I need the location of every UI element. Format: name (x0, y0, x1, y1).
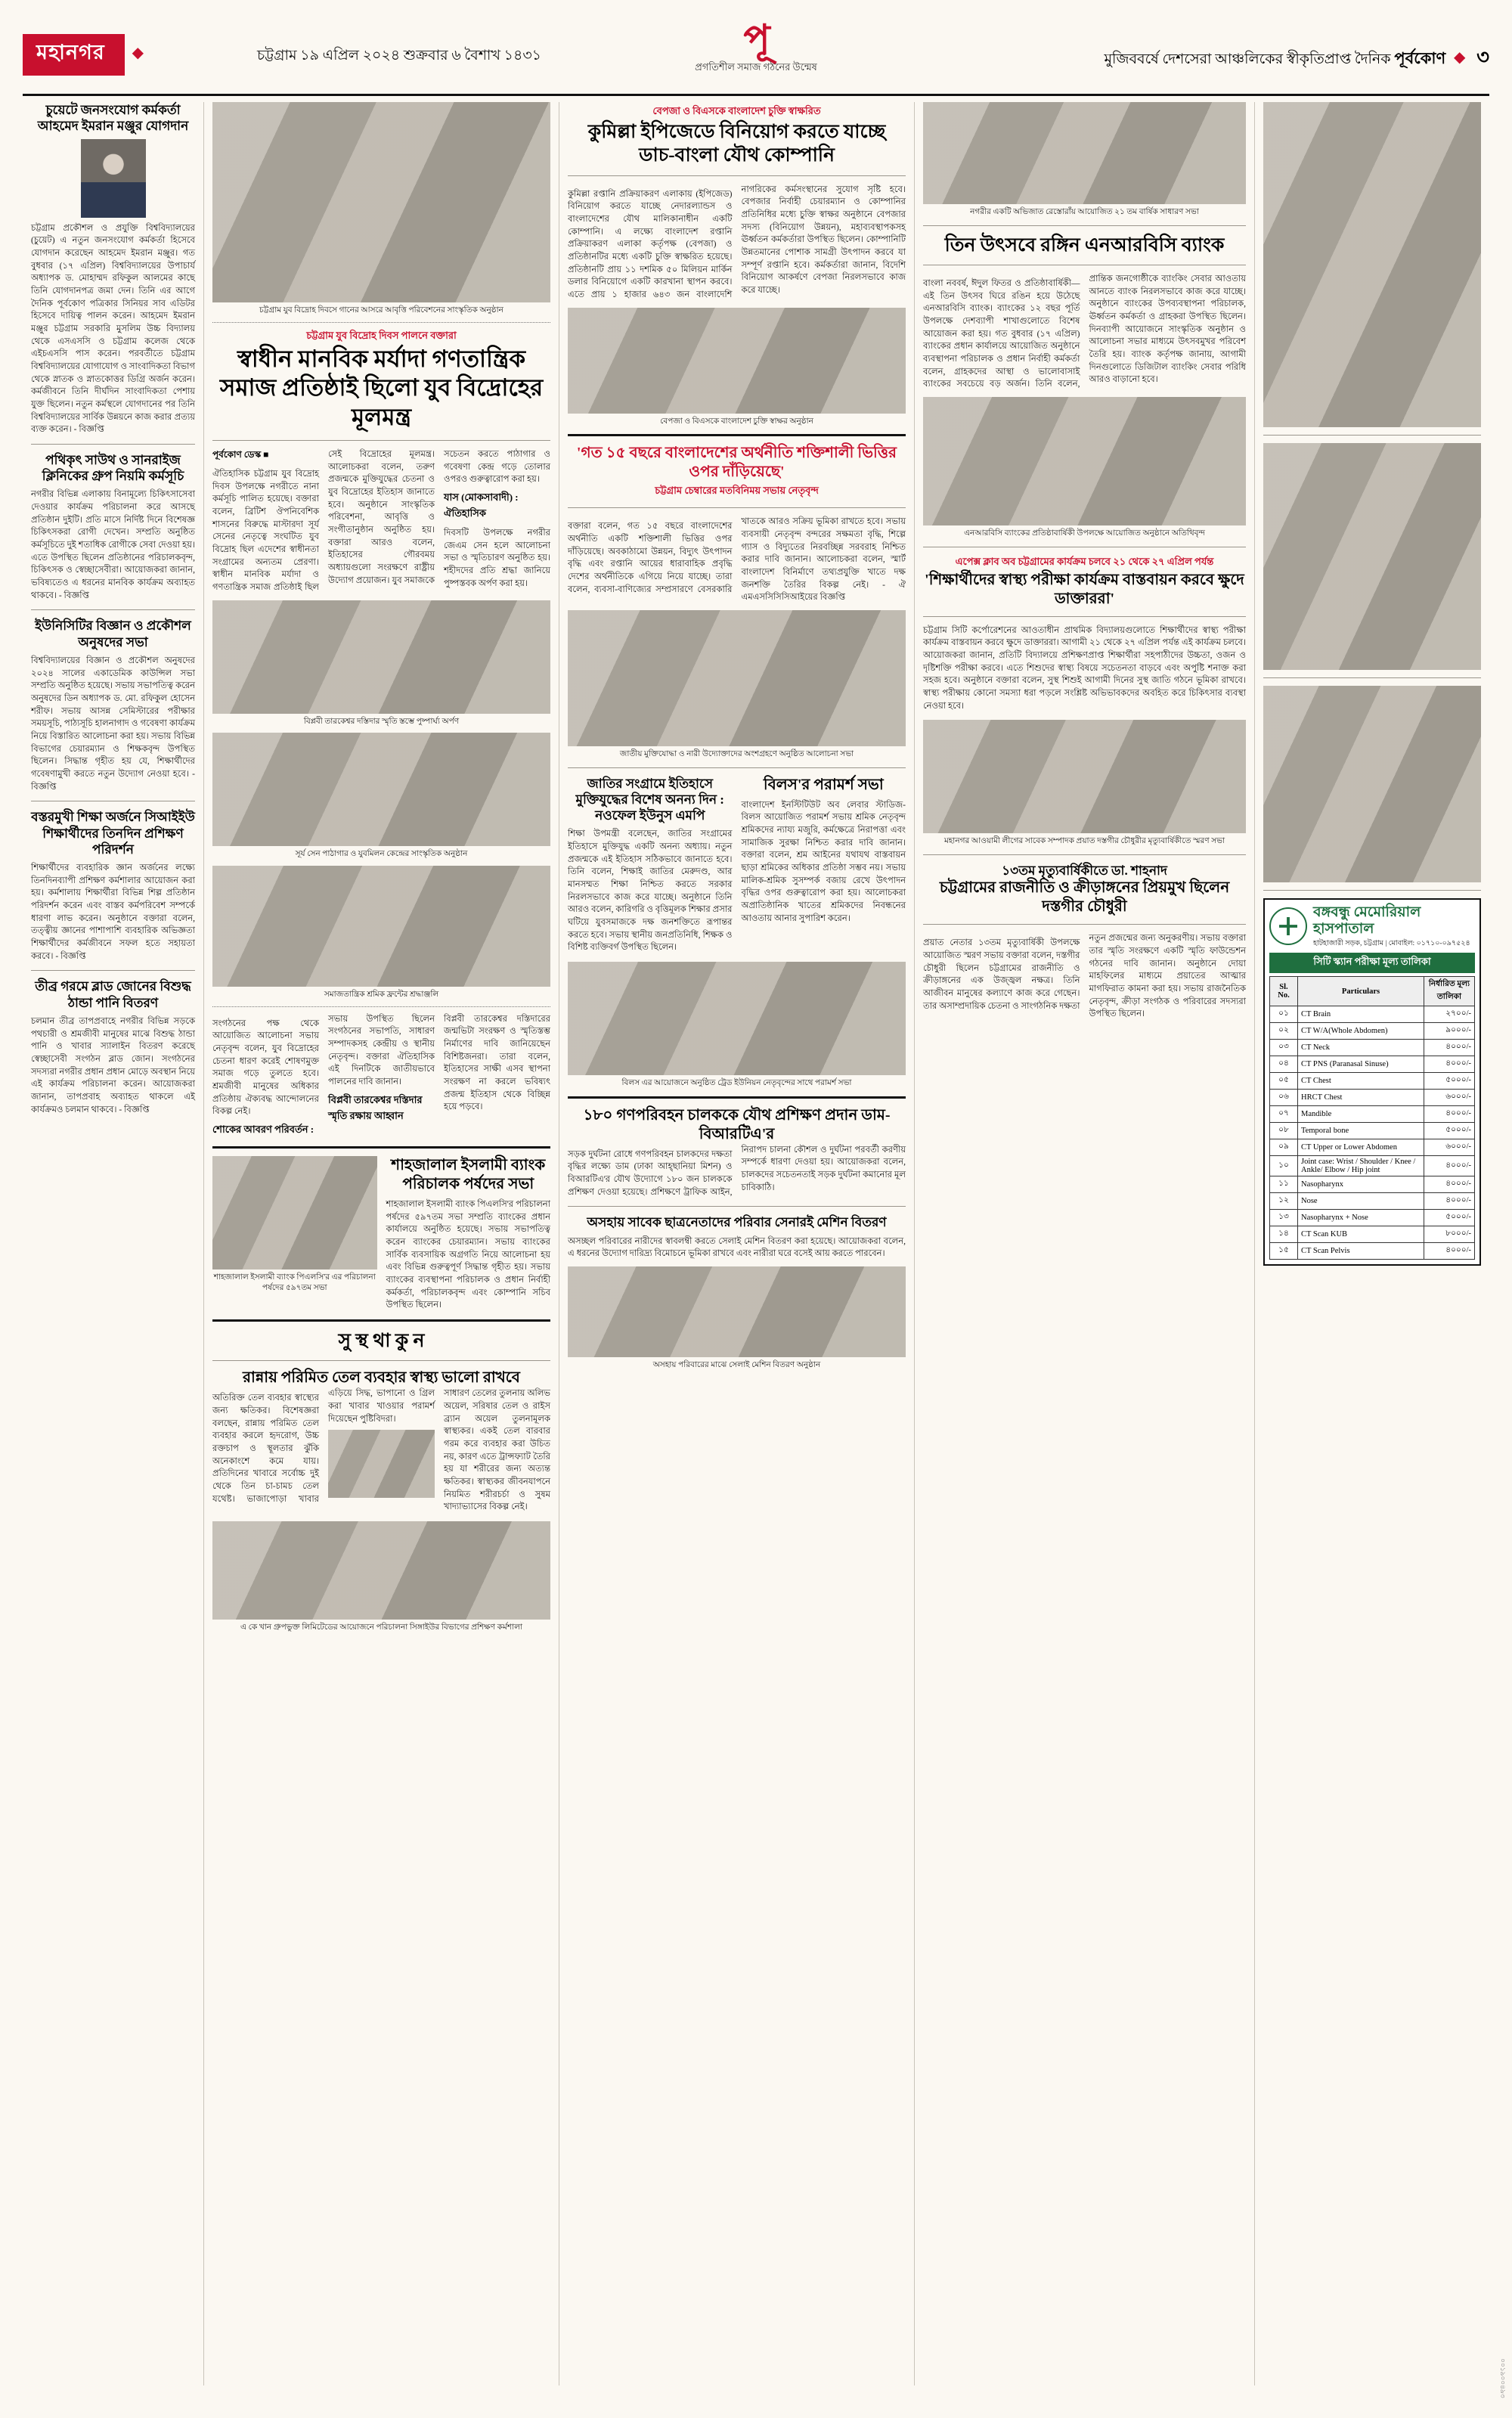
row-price: ৫০০০/- (1424, 1123, 1475, 1139)
photo-caption: জাতীয় মুক্তিযোদ্ধা ও নারী উদ্যোক্তাদের অংশগ্রহণে অনুষ্ঠিত আলোচনা সভা (619, 749, 854, 758)
row-sl: ০৯ (1270, 1139, 1298, 1156)
row-price: ৪০০০/- (1424, 1056, 1475, 1073)
row-price: ৬০০০/- (1424, 1139, 1475, 1156)
headline: 'গত ১৫ বছরে বাংলাদেশের অর্থনীতি শক্তিশালী ভিত্তির ওপর দাঁড়িয়েছে' (576, 445, 897, 481)
photo-bank-board (212, 1156, 377, 1269)
row-particular: Nose (1298, 1193, 1424, 1210)
divider (1263, 677, 1481, 678)
article-body: চট্টগ্রাম সিটি কর্পোরেশনের আওতাধীন প্রাথমিক বিদ্যালয়গুলোতে শিক্ষার্থীদের স্বাস্থ্য পরীক্ষা কার্যক্রম বাস্তবায়ন করবে ক্ষুদে ডাক্তাররা। আগামী ২১ থেকে ২৭ এপ্রিল পর্যন্ত এই কার্যক্রম চলবে। আয়োজকরা জানান, প্রতিটি বিদ্যালয়ে প্রশিক্ষণপ্রাপ্ত শিক্ষার্থীরা সহপাঠীদের উচ্চতা, ওজন ও দৃষ্টিশক্তি পরীক্ষা করবে। এতে শিশুদের স্বাস্থ্য বিষয়ে সচেতনতা বাড়বে এবং অপুষ্টি শনাক্ত করা সহজ হবে। অনুষ্ঠানে বক্তারা বলেন, সুস্থ শিশুই আগামী দিনের সুস্থ জাতি গঠনে ভূমিকা রাখবে। স্বাস্থ্য পরীক্ষায় কোনো সমস্যা ধরা পড়লে সংশ্লিষ্ট অভিভাবকদের অবহিত করে চিকিৎসার ব্যবস্থা নেওয়া হবে। (923, 625, 1246, 711)
row-price: ৬০০০/- (1424, 1090, 1475, 1106)
row-sl: ১১ (1270, 1176, 1298, 1193)
article-body: ঐতিহাসিক চট্টগ্রাম যুব বিদ্রোহ দিবস উপলক্ষে নগরীতে নানা কর্মসূচি পালিত হয়েছে। বক্তারা বলেন, ব্রিটিশ ঔপনিবেশিক শাসনের বিরুদ্ধে মাস্টারদা সূর্য সেনের নেতৃত্বে সংঘটিত যুব বিদ্রোহ ছিল এদেশের স্বাধীনতা সংগ্রামের অন্যতম প্রেরণা। স্বাধীন মানবিক মর্যাদা ও গণতান্ত্রিক সমাজ প্রতিষ্ঠাই ছিল সেই বিদ্রোহের মূলমন্ত্র। আলোচকরা বলেন, তরুণ প্রজন্মকে মুক্তিযুদ্ধের চেতনা ও যুব বিদ্রোহের ইতিহাস জানাতে হবে। অনুষ্ঠানে সাংস্কৃতিক পরিবেশনা, আবৃত্তি ও সংগীতানুষ্ঠান অনুষ্ঠিত হয়। বক্তারা আরও বলেন, ইতিহাসের গৌরবময় অধ্যায়গুলো সংরক্ষণে রাষ্ট্রীয় উদ্যোগ প্রয়োজন। যুব সমাজকে সচেতন করতে পাঠাগার ও গবেষণা কেন্দ্র গড়ে তোলার ওপরও গুরুত্বারোপ করা হয়। (212, 449, 550, 592)
article-body: বক্তারা বলেন, গত ১৫ বছরে বাংলাদেশের অর্থনীতি একটি শক্তিশালী ভিত্তির ওপর দাঁড়িয়েছে। অবকাঠামো উন্নয়ন, বিদ্যুৎ উৎপাদন বৃদ্ধি এবং রপ্তানি আয়ের ধারাবাহিক প্রবৃদ্ধি দেশের অর্থনীতিকে এগিয়ে নিয়ে যাচ্ছে। তারা বলেন, ব্যবসা-বাণিজ্যের সম্প্রসারণে বেসরকারি খাতকে আরও সক্রিয় ভূমিকা রাখতে হবে। সভায় ব্যবসায়ী নেতৃবৃন্দ বন্দরের সক্ষমতা বৃদ্ধি, শিল্পে গ্যাস ও বিদ্যুতের নিরবচ্ছিন্ন সরবরাহ নিশ্চিত করার দাবি জানান। আলোচকরা বলেন, স্মার্ট বাংলাদেশ বিনির্মাণে তথ্যপ্রযুক্তি খাতে দক্ষ জনশক্তি তৈরির বিকল্প নেই। - ঐ এমএসসিসিসিআইয়ের বিজ্ঞপ্তি (568, 517, 906, 603)
divider (923, 854, 1246, 855)
health-headline: রান্নায় পরিমিত তেল ব্যবহার স্বাস্থ্য ভালো রাখবে (243, 1369, 520, 1387)
article-body: কুমিল্লা রপ্তানি প্রক্রিয়াকরণ এলাকায় (ইপিজেড) বিনিয়োগ করতে যাচ্ছে নেদারল্যান্ডস ও বাংলাদেশের যৌথ মালিকানাধীন একটি কোম্পানি। এ লক্ষ্যে বাংলাদেশ রপ্তানি প্রক্রিয়াকরণ এলাকা কর্তৃপক্ষ (বেপজা) ও প্রতিষ্ঠানটির মধ্যে একটি চুক্তি স্বাক্ষরিত হয়েছে। প্রতিষ্ঠানটি প্রায় ১১ দশমিক ৫০ মিলিয়ন মার্কিন ডলার বিনিয়োগে একটি কারখানা স্থাপন করবে। এতে প্রায় ১ হাজার ৬৪৩ জন বাংলাদেশি নাগরিকের কর্মসংস্থানের সুযোগ সৃষ্টি হবে। বেপজার নির্বাহী চেয়ারম্যান ও কোম্পানির প্রতিনিধির মধ্যে চুক্তি স্বাক্ষর অনুষ্ঠানে বেপজার সদস্য (বিনিয়োগ উন্নয়ন), মহাব্যবস্থাপকসহ ঊর্ধ্বতন কর্মকর্তারা উপস্থিত ছিলেন। কোম্পানিটি উন্নতমানের পোশাক সামগ্রী উৎপাদন করবে যা সম্পূর্ণ রপ্তানি হবে। কর্মকর্তারা জানান, বিদেশি বিনিয়োগ আকর্ষণে বেপজা নিরলসভাবে কাজ করে যাচ্ছে। (568, 184, 906, 299)
photo-caption: অসহায় পরিবারের মাঝে সেলাই মেশিন বিতরণ অনুষ্ঠান (652, 1360, 821, 1369)
economy-body (568, 516, 906, 604)
divider (568, 767, 906, 768)
memorial-body (923, 932, 1246, 1021)
photo-training-workshop (212, 1521, 550, 1620)
headline-kicker: ১৩তম মৃত্যুবার্ষিকীতে ডা. শাহনাদ (1002, 863, 1167, 878)
portrait-photo (81, 139, 146, 218)
masthead-left (23, 34, 249, 76)
row-price: ৪০০০/- (1424, 1156, 1475, 1176)
logo-subtitle: প্রগতিশীল সমাজ গঠনের উন্মেষ (695, 61, 817, 73)
table-row (1270, 1090, 1475, 1106)
table-row (1270, 1056, 1475, 1073)
headline: পথিকৃৎ সাউথ ও সানরাইজ ক্লিনিকের গ্রুপ নিয়মি কর্মসূচি (42, 452, 184, 484)
row-particular: Joint case: Wrist / Shoulder / Knee / Ankle/ Elbow / Hip joint (1298, 1156, 1424, 1176)
photo-caption: এ কে খান গ্রুপভুক্ত লিমিটেডের আয়োজনে পরিচালনা সিঙ্গাইউর বিভাগের প্রশিক্ষণ কর্মশালা (240, 1623, 522, 1632)
photo-group-portrait (1263, 443, 1481, 670)
health-body: অতিরিক্ত তেল ব্যবহার স্বাস্থ্যের জন্য ক্ষতিকর। বিশেষজ্ঞরা বলছেন, রান্নায় পরিমিত তেল ব্যবহার করলে হৃদরোগ, উচ্চ রক্তচাপ ও স্থূলতার ঝুঁকি অনেকাংশে কমে যায়। প্রতিদিনের খাবারে সর্বোচ্চ দুই থেকে তিন চা-চামচ তেল যথেষ্ট। ভাজাপোড়া খাবার এড়িয়ে সিদ্ধ, ভাপানো ও গ্রিল করা খাবার খাওয়ার পরামর্শ দিয়েছেন পুষ্টিবিদরা। (212, 1389, 435, 1504)
headline: জাতির সংগ্রামে ইতিহাসে মুক্তিযুদ্ধের বিশেষ অনন্য দিন : নওফেল ইউনুস এমপি (575, 776, 724, 823)
masthead (23, 20, 1489, 96)
health-body-2: সাধারণ তেলের তুলনায় অলিভ অয়েল, সরিষার তেল ও রাইস ব্র্যান অয়েল তুলনামূলক স্বাস্থ্যকর। একই তেল বারবার গরম করে ব্যবহার করা উচিত নয়, কারণ এতে ট্রান্সফ্যাট তৈরি হয় যা শরীরের জন্য অত্যন্ত ক্ষতিকর। স্বাস্থ্যকর জীবনযাপনে নিয়মিত শরীরচর্চা ও সুষম খাদ্যাভ্যাসের বিকল্প নেই। (444, 1389, 550, 1512)
column-4 (915, 102, 1255, 2385)
table-row (1270, 1040, 1475, 1056)
nrbc-body (923, 273, 1246, 391)
row-price: ৪০০০/- (1424, 1106, 1475, 1123)
health-text (212, 1387, 550, 1514)
table-row (1270, 1193, 1475, 1210)
photo-women-entrepreneurs (568, 610, 906, 746)
article-ciu (31, 809, 195, 963)
divider (568, 1096, 906, 1099)
row-sl: ০৫ (1270, 1073, 1298, 1090)
headline: কুমিল্লা ইপিজেডে বিনিয়োগ করতে যাচ্ছে ডাচ-বাংলা যৌথ কোম্পানি (587, 122, 886, 166)
article-unicity (31, 618, 195, 793)
headline: অসহায় সাবেক ছাত্রনেতাদের পরিবার সেনারই মেশিন বিতরণ (587, 1215, 887, 1230)
table-row (1270, 1210, 1475, 1226)
row-sl: ০৬ (1270, 1090, 1298, 1106)
row-particular: CT Neck (1298, 1040, 1424, 1056)
subhead-1: যাস (মোকসাবাদী) : ঐতিহাসিক (444, 491, 519, 519)
lead-story-text (212, 448, 550, 594)
hospital-header (1269, 904, 1475, 948)
secondary-text (212, 1013, 550, 1139)
headline: চুয়েটে জনসংযোগ কর্মকর্তা আহমেদ ইমরান মঞ্জুর যোগদান (37, 103, 189, 134)
article-body: শিক্ষা উপমন্ত্রী বলেছেন, জাতির সংগ্রামের ইতিহাসে মুক্তিযুদ্ধ একটি অনন্য অধ্যায়। নতুন প্রজন্মকে এই ইতিহাস সঠিকভাবে জানাতে হবে। তিনি বলেন, শিক্ষাই জাতির মেরুদণ্ড, আর মানসম্মত শিক্ষা নিশ্চিত করতে সরকার নিরলসভাবে কাজ করে যাচ্ছে। অনুষ্ঠানে তিনি আরও বলেন, কারিগরি ও বৃত্তিমূলক শিক্ষার প্রসার ঘটিয়ে যুবসমাজকে দক্ষ জনশক্তিতে রূপান্তর করতে হবে। সভায় স্থানীয় জনপ্রতিনিধি, শিক্ষক ও বিশিষ্ট ব্যক্তিবর্গ উপস্থিত ছিলেন। (568, 829, 733, 953)
photo-caption: সূর্য সেন পাঠাগার ও যুবমিলন কেন্দ্রের সাংস্কৃতিক অনুষ্ঠান (295, 850, 468, 859)
row-price: ৮০০০/- (1424, 1226, 1475, 1243)
col-sl: Sl. No. (1270, 977, 1298, 1006)
divider (212, 1319, 550, 1322)
kicker: বেপজা ও বিএসকে বাংলাদেশ চুক্তি স্বাক্ষরিত (652, 105, 821, 116)
photo-caption: বিপ্লবী তারকেশ্বর দস্তিদার স্মৃতি স্তম্ভে পুষ্পার্ঘ্য অর্পণ (303, 717, 460, 726)
row-sl: ০৭ (1270, 1106, 1298, 1123)
article-body: শাহজালাল ইসলামী ব্যাংক পিএলসি'র পরিচালনা পর্ষদের ৫৯৭তম সভা সম্প্রতি ব্যাংকের প্রধান কার্যালয়ে অনুষ্ঠিত হয়েছে। সভায় সভাপতিত্ব করেন ব্যাংকের চেয়ারম্যান। সভায় ব্যাংকের সার্বিক ব্যবসায়িক অগ্রগতি নিয়ে আলোচনা হয় এবং বিভিন্ন গুরুত্বপূর্ণ সিদ্ধান্ত গৃহীত হয়। সভায় ব্যাংকের ব্যবস্থাপনা পরিচালক ও প্রধান নির্বাহী কর্মকর্তা, পরিচালকবৃন্দ এবং কোম্পানি সচিব উপস্থিত ছিলেন। (386, 1199, 550, 1310)
divider (212, 1006, 550, 1007)
photo-monk-gathering (1263, 102, 1481, 427)
health-section-title: সু স্থ থা কু ন (338, 1330, 425, 1351)
row-particular: CT Brain (1298, 1006, 1424, 1023)
row-sl: ০৮ (1270, 1123, 1298, 1139)
table-row (1270, 1156, 1475, 1176)
divider (568, 507, 906, 508)
row-particular: CT Upper or Lower Abdomen (1298, 1139, 1424, 1156)
photo-agm (923, 102, 1246, 204)
headline: তিন উৎসবে রঙ্গিন এনআরবিসি ব্যাংক (944, 234, 1225, 256)
hospital-ad (1263, 898, 1481, 1266)
col-price: নির্ধারিত মূল্য তালিকা (1424, 977, 1475, 1006)
column-grid (23, 102, 1507, 2398)
logo-glyph: পূ (743, 18, 769, 61)
row-price: ৪০০০/- (1424, 1176, 1475, 1193)
divider (568, 175, 906, 176)
row-price: ৯০০০/- (1424, 1023, 1475, 1040)
headline: ১৮০ গণপরিবহন চালককে যৌথ প্রশিক্ষণ প্রদান ডাম-বিআরটিএ'র (583, 1106, 891, 1142)
photo-memorial (212, 600, 550, 714)
article-body: বাংলাদেশ ইনস্টিটিউট অব লেবার স্টাডিজ-বিলস আয়োজিত পরামর্শ সভায় শ্রমিক নেতৃবৃন্দ শ্রমিকদের ন্যায্য মজুরি, কর্মক্ষেত্রে নিরাপত্তা এবং সামাজিক সুরক্ষা নিশ্চিত করার দাবি জানান। বক্তারা বলেন, শ্রম আইনের যথাযথ বাস্তবায়ন ছাড়া শ্রমিকের অধিকার প্রতিষ্ঠা সম্ভব নয়। সভায় মালিক-শ্রমিক সুসম্পর্ক বজায় রেখে উৎপাদন বৃদ্ধির ওপর গুরুত্বারোপ করা হয়। আলোচকরা অপ্রাতিষ্ঠানিক খাতের শ্রমিকদের নিবন্ধনের আওতায় আনার সুপারিশ করেন। (741, 800, 906, 923)
divider (923, 924, 1246, 925)
row-sl: ১৪ (1270, 1226, 1298, 1243)
main-headline: স্বাধীন মানবিক মর্যাদা গণতান্ত্রিক সমাজ প্রতিষ্ঠাই ছিলো যুব বিদ্রোহের মূলমন্ত্র (219, 345, 544, 431)
column-2 (204, 102, 559, 2385)
photo-sewing-machines (568, 1266, 906, 1357)
divider (212, 322, 550, 323)
row-sl: ১৫ (1270, 1243, 1298, 1260)
row-sl: ১৩ (1270, 1210, 1298, 1226)
kicker: চট্টগ্রাম চেম্বারের মতবিনিময় সভায় নেতৃবৃন্দ (655, 485, 819, 497)
hospital-name: বঙ্গবন্ধু মেমোরিয়াল হাসপাতাল (1313, 904, 1421, 937)
hospital-logo-icon (1269, 907, 1307, 945)
article-body: নগরীর বিভিন্ন এলাকায় বিনামূল্যে চিকিৎসাসেবা দেওয়ার কার্যক্রম পরিচালনা করে আসছে প্রতিষ্ঠান দুইটি। প্রতি মাসে নির্দিষ্ট দিনে বিশেষজ্ঞ চিকিৎসকরা রোগী দেখেন। সম্প্রতি অনুষ্ঠিত কর্মসূচিতে দুই শতাধিক রোগীকে সেবা দেওয়া হয়। এতে উপস্থিত ছিলেন প্রতিষ্ঠানের পরিচালকবৃন্দ, চিকিৎসক ও স্বেচ্ছাসেবীরা। আয়োজকরা জানান, ভবিষ্যতেও এ ধরনের মানবিক কার্যক্রম অব্যাহত থাকবে। - বিজ্ঞপ্তি (31, 490, 195, 600)
divider (1263, 435, 1481, 436)
headline: শাহজালাল ইসলামী ব্যাংক পরিচালক পর্ষদের সভা (391, 1156, 546, 1192)
row-particular: Nasopharynx (1298, 1176, 1424, 1193)
hospital-address: হাটহাজারী সড়ক, চট্টগ্রাম | মোবাইল: ০১৭১০-০৯৭৫২৪ (1313, 939, 1470, 947)
table-row (1270, 1123, 1475, 1139)
photo-workers-front (212, 866, 550, 987)
row-particular: CT W/A(Whole Abdomen) (1298, 1023, 1424, 1040)
article-chuet (31, 102, 195, 436)
row-particular: CT PNS (Paranasal Sinuse) (1298, 1056, 1424, 1073)
photo-dance (212, 733, 550, 846)
column-3 (559, 102, 915, 2385)
kicker: এপেক্স ক্লাব অব চট্টগ্রামের কার্যক্রম চলবে ২১ থেকে ২৭ এপ্রিল পর্যন্ত (955, 555, 1214, 567)
row-price: ৫০০০/- (1424, 1073, 1475, 1090)
headline: 'শিক্ষার্থীদের স্বাস্থ্য পরীক্ষা কার্যক্রম বাস্তবায়ন করবে ক্ষুদে ডাক্তাররা' (925, 571, 1244, 607)
row-sl: ১০ (1270, 1156, 1298, 1176)
table-row (1270, 1073, 1475, 1090)
row-particular: HRCT Chest (1298, 1090, 1424, 1106)
row-sl: ০২ (1270, 1023, 1298, 1040)
row-price: ৪০০০/- (1424, 1040, 1475, 1056)
row-sl: ০৩ (1270, 1040, 1298, 1056)
row-sl: ১২ (1270, 1193, 1298, 1210)
divider (923, 616, 1246, 617)
headline: বিলস'র পরামর্শ সভা (763, 776, 884, 793)
article-body: প্রয়াত নেতার ১৩তম মৃত্যুবার্ষিকী উপলক্ষে আয়োজিত স্মরণ সভায় বক্তারা বলেন, দস্তগীর চৌধুরী ছিলেন চট্টগ্রামের রাজনীতি ও ক্রীড়াঙ্গনের এক উজ্জ্বল নক্ষত্র। তিনি আজীবন মানুষের কল্যাণে কাজ করে গেছেন। তার অসাম্প্রদায়িক চেতনা ও সাংগঠনিক দক্ষতা নতুন প্রজন্মের জন্য অনুকরণীয়। সভায় বক্তারা তার স্মৃতি সংরক্ষণে একটি স্মৃতি ফাউন্ডেশন গঠনের দাবি জানান। অনুষ্ঠানে দোয়া মাহফিলের মাধ্যমে প্রয়াতের আত্মার মাগফিরাত কামনা করা হয়। সভায় রাজনৈতিক নেতৃবৃন্দ, ক্রীড়া সংগঠক ও পরিবারের সদস্যরা উপস্থিত ছিলেন। (923, 934, 1246, 1019)
diamond-icon-2: ◆ (1453, 49, 1466, 66)
photo-caption: শাহজালাল ইসলামী ব্যাংক পিএলসি'র এর পরিচালনা পর্ষদের ৫৯৭তম সভা (213, 1273, 376, 1292)
divider (568, 1206, 906, 1207)
divider (1263, 890, 1481, 891)
table-row (1270, 1106, 1475, 1123)
divider (31, 609, 195, 610)
photo-cooking-oil (328, 1430, 435, 1498)
row-particular: CT Chest (1298, 1073, 1424, 1090)
date-line: চট্টগ্রাম ১৯ এপ্রিল ২০২৪ শুক্রবার ৬ বৈশাখ ১৪৩১ (257, 48, 542, 64)
table-row (1270, 1139, 1475, 1156)
subhead-2: শোকের আবরণ পরিবর্তন : (212, 1123, 314, 1135)
row-price: ৪০০০/- (1424, 1243, 1475, 1260)
col-particulars: Particulars (1298, 977, 1424, 1006)
headline: চট্টগ্রামের রাজনীতি ও ক্রীড়াঙ্গনের প্রিয়মুখ ছিলেন দস্তগীর চৌধুরী (939, 879, 1230, 916)
brta-body (568, 1144, 906, 1199)
table-row (1270, 1176, 1475, 1193)
column-1 (23, 102, 204, 2385)
divider (923, 225, 1246, 226)
price-list-title: সিটি স্ক্যান পরীক্ষা মূল্য তালিকা (1269, 953, 1475, 973)
row-particular: Temporal bone (1298, 1123, 1424, 1139)
table-row (1270, 1243, 1475, 1260)
column-5 (1255, 102, 1507, 2398)
tagline-brand: পূর্বকোণ (1394, 49, 1446, 67)
subhead-3: বিপ্লবী তারকেশ্বর দস্তিদার স্মৃতি রক্ষায় আহ্বান (328, 1093, 423, 1121)
paper-logo (643, 18, 869, 76)
article-pothikrit (31, 452, 195, 603)
headline: বস্তরমুখী শিক্ষা অর্জনে সিআইইউ শিক্ষার্থীদের তিনদিন প্রশিক্ষণ পরিদর্শন (31, 810, 195, 857)
row-particular: CT Scan KUB (1298, 1226, 1424, 1243)
subhead-2-body: সভায় উপস্থিত ছিলেন সংগঠনের সভাপতি, সাধারণ সম্পাদকসহ কেন্দ্রীয় ও স্থানীয় নেতৃবৃন্দ। বক্তারা ঐতিহাসিক এই দিনটিকে জাতীয়ভাবে পালনের দাবি জানান। (328, 1014, 435, 1087)
article-body: চট্টগ্রাম প্রকৌশল ও প্রযুক্তি বিশ্ববিদ্যালয়ের (চুয়েট) এ নতুন জনসংযোগ কর্মকর্তা হিসেবে যোগদান করেছেন আহমেদ ইমরান মঞ্জুর। গত বুধবার (১৭ এপ্রিল) বিশ্ববিদ্যালয়ের উপাচার্য অধ্যাপক ড. মোহাম্মদ রফিকুল আলমের কাছে তিনি যোগদানপত্র জমা দেন। তিনি এর আগে দৈনিক পূর্বকোণ পত্রিকার সিনিয়র সাব এডিটর হিসেবে দায়িত্ব পালন করেন। আহমেদ ইমরান মঞ্জুর চট্টগ্রাম সরকারি মুসলিম উচ্চ বিদ্যালয় থেকে এসএসসি ও চট্টগ্রাম কলেজ থেকে এইচএসসি পাস করেন। পরবর্তীতে চট্টগ্রাম বিশ্ববিদ্যালয়ের যোগাযোগ ও সাংবাদিকতা বিভাগ থেকে স্নাতক ও স্নাতকোত্তর ডিগ্রি অর্জন করেন। কর্মজীবনে তিনি দীর্ঘদিন সাংবাদিকতা পেশায় যুক্ত ছিলেন। নতুন কর্মস্থলে যোগদানের পর তিনি বিশ্ববিদ্যালয়ের সার্বিক উন্নয়নে কাজ করার প্রত্যয় ব্যক্ত করেন। - বিজ্ঞপ্তি (31, 223, 195, 435)
photo-caption: নগরীর একটি অভিজাত রেস্তোরাঁয় আয়োজিত ২১ তম বার্ষিক সাধারণ সভা (970, 208, 1199, 216)
photo-caption: চট্টগ্রাম যুব বিদ্রোহ দিবসে গানের আসরে আবৃত্তি পরিবেশনের সাংস্কৃতিক অনুষ্ঠান (259, 306, 503, 315)
byline: পূর্বকোণ ডেস্ক ■ (212, 448, 269, 460)
article-body: অসচ্ছল পরিবারের নারীদের স্বাবলম্বী করতে সেলাই মেশিন বিতরণ করা হয়েছে। আয়োজকরা বলেন, এ ধরনের উদ্যোগ দারিদ্র্য বিমোচনে ভূমিকা রাখবে এবং নারীরা ঘরে বসেই আয় করতে পারবেন। (568, 1236, 906, 1259)
tagline-text: মুজিববর্ষে দেশসেরা আঞ্চলিকের স্বীকৃতিপ্রাপ্ত দৈনিক (1104, 51, 1391, 67)
table-row (1270, 1006, 1475, 1023)
article-body: বাংলা নববর্ষ, ঈদুল ফিতর ও প্রতিষ্ঠাবার্ষিকী—এই তিন উৎসব ঘিরে রঙিন হয়ে উঠেছে এনআরবিসি ব্যাংক। ব্যাংকের ১২ বছর পূর্তি উপলক্ষে দেশব্যাপী শাখাগুলোতে বিশেষ আয়োজন করা হয়। গত বুধবার (১৭ এপ্রিল) ব্যাংকের প্রধান কার্যালয়ে আয়োজিত অনুষ্ঠানে ব্যবস্থাপনা পরিচালক ও প্রধান নির্বাহী কর্মকর্তা বলেন, গ্রাহকদের আস্থা ও ভালোবাসাই ব্যাংকের সবচেয়ে বড় অর্জন। তিনি বলেন, প্রান্তিক জনগোষ্ঠীকে ব্যাংকিং সেবার আওতায় আনতে ব্যাংক নিরলসভাবে কাজ করে যাচ্ছে। অনুষ্ঠানে ব্যাংকের উপব্যবস্থাপনা পরিচালক, ঊর্ধ্বতন কর্মকর্তা ও গ্রাহকরা উপস্থিত ছিলেন। দিনব্যাপী আয়োজনে সাংস্কৃতিক অনুষ্ঠান ও আলোচনা সভার মাধ্যমে উৎসবমুখর পরিবেশ তৈরি হয়। ব্যাংক কর্তৃপক্ষ জানায়, আগামী দিনগুলোতে ডিজিটাল ব্যাংকিং সেবার পরিধি আরও বাড়ানো হবে। (923, 274, 1246, 389)
table-header-row (1270, 977, 1475, 1006)
row-price: ৫০০০/- (1424, 1210, 1475, 1226)
masthead-tagline (1104, 34, 1489, 75)
row-price: ৪০০০/- (1424, 1193, 1475, 1210)
headline: ইউনিসিটির বিজ্ঞান ও প্রকৌশল অনুষদের সভা (35, 618, 191, 649)
article-body: চলমান তীব্র তাপপ্রবাহে নগরীর বিভিন্ন সড়কে পথচারী ও শ্রমজীবী মানুষের মাঝে বিশুদ্ধ ঠান্ডা পানি ও খাবার স্যালাইন বিতরণ করেছে স্বেচ্ছাসেবী সংগঠন ব্লাড জোন। সংগঠনের সদস্যরা নগরীর প্রধান প্রধান মোড়ে অবস্থান নিয়ে এই কার্যক্রম পরিচালনা করেন। আয়োজকরা জানান, তাপপ্রবাহ অব্যাহত থাকলে এই কার্যক্রমও চলমান থাকবে। - বিজ্ঞপ্তি (31, 1016, 195, 1114)
article-body: বিশ্ববিদ্যালয়ের বিজ্ঞান ও প্রকৌশল অনুষদের ২০২৪ সালের একাডেমিক কাউন্সিল সভা সম্প্রতি অনুষ্ঠিত হয়েছে। সভায় সভাপতিত্ব করেন অনুষদের ডিন অধ্যাপক ড. মো. রফিকুল হোসেন শরীফ। সভায় আসন্ন সেমিস্টারের পরীক্ষার সময়সূচি, পাঠ্যসূচি হালনাগাদ ও গবেষণা কার্যক্রম নিয়ে বিস্তারিত আলোচনা করা হয়। সভায় বিভিন্ন বিভাগের চেয়ারম্যান ও শিক্ষকবৃন্দ উপস্থিত ছিলেন। সিদ্ধান্ত গৃহীত হয় যে, শিক্ষার্থীদের গবেষণামুখী করতে নতুন উদ্যোগ নেওয়া হবে। - বিজ্ঞপ্তি (31, 656, 195, 792)
row-particular: Mandible (1298, 1106, 1424, 1123)
page-number: ৩ (1476, 46, 1489, 68)
row-price: ২৭০০/- (1424, 1006, 1475, 1023)
epz-body (568, 184, 906, 302)
bank-board-block (212, 1156, 550, 1312)
row-particular: CT Scan Pelvis (1298, 1243, 1424, 1260)
divider (31, 444, 195, 445)
photo-caption: সমাজতান্ত্রিক শ্রমিক ফ্রন্টের শ্রদ্ধাঞ্জলি (324, 990, 439, 999)
photo-dua-mahfil (923, 720, 1246, 833)
row-particular: Nasopharynx + Nose (1298, 1210, 1424, 1226)
article-body: সড়ক দুর্ঘটনা রোধে গণপরিবহন চালকদের দক্ষতা বৃদ্ধির লক্ষ্যে ডাম (ঢাকা আহ্ছানিয়া মিশন) ও বিআরটিএ'র যৌথ উদ্যোগে ১৮০ জন চালককে প্রশিক্ষণ দেওয়া হয়েছে। প্রশিক্ষণে ট্রাফিক আইন, নিরাপদ চালনা কৌশল ও দুর্ঘটনা পরবর্তী করণীয় সম্পর্কে ধারণা দেওয়া হয়। আয়োজকরা বলেন, চালকদের সচেতনতাই সড়ক দুর্ঘটনা কমানোর মূল চাবিকাঠি। (568, 1145, 906, 1197)
photo-bils-meeting (568, 962, 906, 1075)
row-sl: ০৪ (1270, 1056, 1298, 1073)
headline: তীব্র গরমে ব্লাড জোনের বিশুদ্ধ ঠান্ডা পানি বিতরণ (35, 979, 191, 1010)
photo-caption: বিলস এর আয়োজনে অনুষ্ঠিত ট্রেড ইউনিয়ন নেতৃবৃন্দের সাথে পরামর্শ সভা (621, 1079, 852, 1087)
ct-price-table (1269, 976, 1475, 1260)
table-row (1270, 1023, 1475, 1040)
diamond-icon: ◆ (132, 44, 144, 61)
photo-nrbc-event (923, 397, 1246, 525)
divider (568, 434, 906, 436)
subhead-3-body: বিপ্লবী তারকেশ্বর দস্তিদারের জন্মভিটা সংরক্ষণ ও স্মৃতিস্তম্ভ নির্মাণের দাবি জানিয়েছেন বিশিষ্টজনরা। তারা বলেন, ইতিহাসের সাক্ষী এসব স্থাপনা সংরক্ষণ না করলে ভবিষ্যৎ প্রজন্ম ইতিহাস থেকে বিচ্ছিন্ন হয়ে পড়বে। (444, 1014, 550, 1112)
photo-caption: এনআরবিসি ব্যাংকের প্রতিষ্ঠাবার্ষিকী উপলক্ষে আয়োজিত অনুষ্ঠানে অতিথিবৃন্দ (964, 529, 1205, 538)
divider (212, 440, 550, 441)
article-body: শিক্ষার্থীদের ব্যবহারিক জ্ঞান অর্জনের লক্ষ্যে তিনদিনব্যাপী প্রশিক্ষণ কর্মশালার আয়োজন করা হয়। কর্মশালায় শিক্ষার্থীরা বিভিন্ন শিল্প প্রতিষ্ঠান পরিদর্শন করেন এবং বাস্তব কর্মপরিবেশ সম্পর্কে ধারণা লাভ করেন। অনুষ্ঠানে বক্তারা বলেন, তত্ত্বীয় জ্ঞানের পাশাপাশি ব্যবহারিক অভিজ্ঞতা শিক্ষার্থীদের কর্মজীবনে সফল হতে সহায়তা করবে। - বিজ্ঞপ্তি (31, 863, 195, 961)
kicker: চট্টগ্রাম যুব বিদ্রোহ দিবস পালনে বক্তারা (306, 329, 457, 341)
row-sl: ০১ (1270, 1006, 1298, 1023)
print-code: ০০১৯০০৪৯৩ (1499, 2358, 1507, 2398)
table-row (1270, 1226, 1475, 1243)
divider (31, 970, 195, 971)
divider (212, 1146, 550, 1149)
photo-bepza-signing (568, 308, 906, 414)
photo-youth-cultural (212, 102, 550, 302)
subhead-1-body: দিবসটি উপলক্ষে নগরীর জেএম সেন হলে আলোচনা সভা ও স্মৃতিচারণ অনুষ্ঠিত হয়। শহীদদের প্রতি শ্রদ্ধা জানিয়ে পুষ্পস্তবক অর্পণ করা হয়। (444, 528, 550, 588)
photo-caption: বেপজা ও বিএসকে বাংলাদেশ চুক্তি স্বাক্ষর অনুষ্ঠান (660, 417, 813, 426)
section-label: মহানগর (23, 34, 125, 76)
photo-caption: মহানগর আওয়ামী লীগের সাবেক সম্পাদক প্রয়াত দস্তগীর চৌধুরীর মৃত্যুবার্ষিকীতে স্মরণ সভা (943, 837, 1225, 846)
divider (212, 1360, 550, 1361)
photo-community-event (1263, 686, 1481, 882)
two-story-block (568, 776, 906, 954)
article-bloodzone (31, 978, 195, 1116)
article-body: সংগঠনের পক্ষ থেকে আয়োজিত আলোচনা সভায় নেতৃবৃন্দ বলেন, যুব বিদ্রোহের চেতনা ধারণ করেই শোষণমুক্ত সমাজ গড়ে তুলতে হবে। শ্রমজীবী মানুষের অধিকার প্রতিষ্ঠায় ঐক্যবদ্ধ আন্দোলনের বিকল্প নেই। (212, 1018, 319, 1117)
